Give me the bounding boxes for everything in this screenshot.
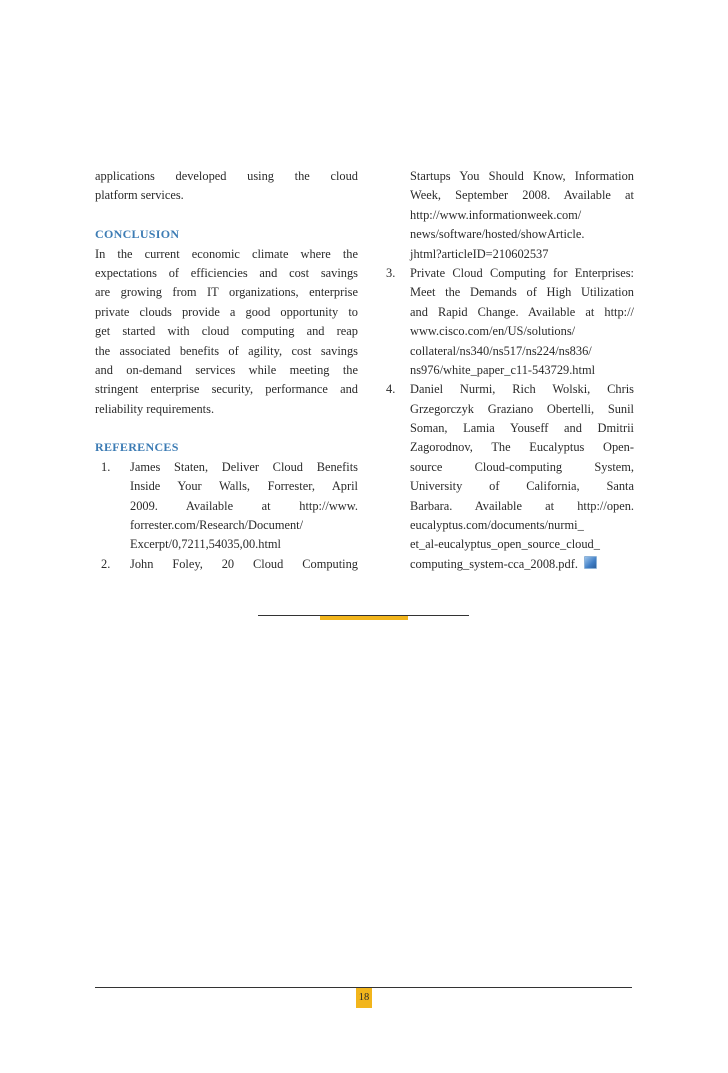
section-divider: [258, 615, 469, 621]
reference-line: Private Cloud Computing for Enterprises:: [410, 265, 634, 280]
body-text-line: private clouds provide a good opportunity to: [95, 304, 358, 319]
reference-line: Week, September 2008. Available at: [410, 188, 634, 203]
left-column: [95, 167, 358, 574]
reference-number: 1.: [101, 459, 111, 474]
reference-line: and Rapid Change. Available at http://: [410, 304, 634, 319]
reference-number: 3.: [386, 265, 396, 280]
reference-line: source Cloud-computing System,: [410, 459, 634, 474]
reference-line: Excerpt/0,7211,54035,00.html: [130, 537, 281, 552]
reference-line: Meet the Demands of High Utilization: [410, 285, 634, 300]
reference-item: [386, 380, 634, 574]
reference-line: collateral/ns340/ns517/ns224/ns836/: [410, 343, 592, 358]
reference-line: forrester.com/Research/Document/: [130, 518, 304, 533]
reference-line: www.cisco.com/en/US/solutions/: [410, 324, 576, 339]
body-text-line: and on-demand services while meeting the: [95, 362, 358, 377]
reference-line: ns976/white_paper_c11-543729.html: [410, 362, 596, 377]
body-text-line: are growing from IT organizations, enterprise: [95, 285, 358, 300]
reference-line: Grzegorczyk Graziano Obertelli, Sunil: [410, 401, 634, 416]
reference-line: Barbara. Available at http://open.: [410, 498, 634, 513]
divider-accent-bar: [320, 616, 408, 620]
reference-item: [95, 555, 358, 574]
reference-line: news/software/hosted/showArticle.: [410, 227, 585, 242]
reference-line: Zagorodnov, The Eucalyptus Open-: [410, 440, 634, 455]
right-column: [386, 167, 634, 574]
body-text-line: the associated benefits of agility, cost savings: [95, 343, 358, 358]
body-text-line: get started with cloud computing and reap: [95, 324, 358, 339]
reference-line-last: [410, 555, 634, 574]
reference-line: Inside Your Walls, Forrester, April: [130, 479, 358, 494]
body-text-line: platform services.: [95, 188, 184, 203]
body-text-line: stringent enterprise security, performance and: [95, 382, 358, 397]
reference-item: [386, 264, 634, 380]
reference-line: Daniel Nurmi, Rich Wolski, Chris: [410, 382, 634, 397]
reference-line: et_al-eucalyptus_open_source_cloud_: [410, 537, 600, 552]
reference-line: John Foley, 20 Cloud Computing: [130, 556, 358, 571]
conclusion-heading: CONCLUSION: [95, 227, 180, 242]
body-text-line: In the current economic climate where the: [95, 246, 358, 261]
reference-number: 2.: [101, 556, 111, 571]
reference-line: University of California, Santa: [410, 479, 634, 494]
reference-line: Soman, Lamia Youseff and Dmitrii: [410, 421, 634, 436]
reference-line: James Staten, Deliver Cloud Benefits: [130, 459, 358, 474]
reference-number: 4.: [386, 382, 396, 397]
reference-line: eucalyptus.com/documents/nurmi_: [410, 518, 584, 533]
body-text-line: reliability requirements.: [95, 401, 215, 416]
reference-item-continued: [386, 167, 634, 264]
reference-line: 2009. Available at http://www.: [130, 498, 358, 513]
reference-line: Startups You Should Know, Information: [410, 169, 634, 183]
page-number: 18: [356, 988, 372, 1008]
reference-line-text: computing_system-cca_2008.pdf.: [410, 556, 578, 571]
body-text-line: expectations of efficiencies and cost savings: [95, 265, 358, 280]
references-heading: REFERENCES: [95, 440, 179, 455]
reference-line: http://www.informationweek.com/: [410, 207, 582, 222]
reference-item: [95, 458, 358, 555]
body-text-line: applications developed using the cloud: [95, 169, 358, 183]
reference-line: jhtml?articleID=210602537: [410, 246, 549, 261]
external-link-icon[interactable]: [584, 556, 597, 569]
